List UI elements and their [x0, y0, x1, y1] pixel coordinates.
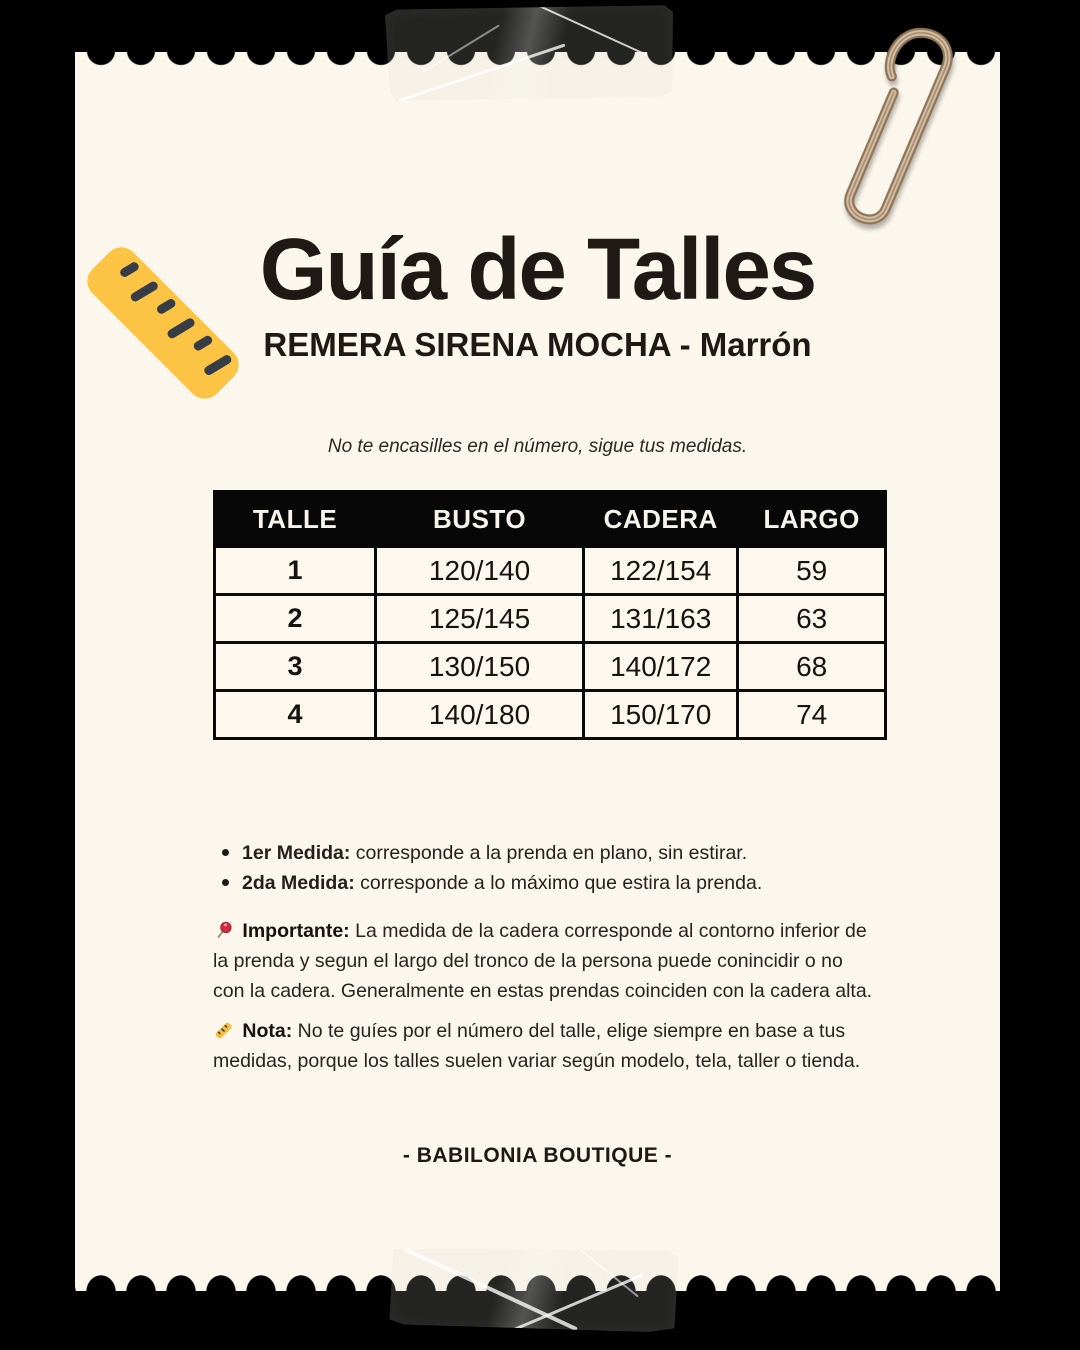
cell-talle: 1: [215, 547, 376, 595]
list-item: [215, 842, 762, 865]
ruler-icon: [213, 1020, 234, 1041]
cell-cadera: 150/170: [584, 691, 738, 739]
brand-footer: - BABILONIA BOUTIQUE -: [402, 1144, 673, 1167]
nota-note: [213, 1016, 889, 1076]
col-header-talle: TALLE: [215, 492, 376, 547]
bullet-label: 2da Medida:: [242, 872, 355, 894]
bullet-dot: [222, 849, 229, 856]
nota-label: Nota:: [242, 1020, 293, 1042]
cell-busto: 120/140: [376, 547, 584, 595]
importante-text: La medida de la cadera corresponde al contorno inferior de la prenda y segun el largo del tronco de la persona puede conincidir o no con la cadera. Generalmente en estas prendas coinciden con la cadera alta.: [213, 920, 873, 1002]
table-header-row: [215, 492, 886, 547]
cell-largo: 74: [738, 691, 886, 739]
pushpin-icon: [213, 920, 234, 941]
tape-top: [385, 2, 675, 104]
cell-cadera: 122/154: [584, 547, 738, 595]
cell-cadera: 140/172: [584, 643, 738, 691]
cell-busto: 130/150: [376, 643, 584, 691]
bullet-label: 1er Medida:: [242, 842, 351, 864]
table-row: [215, 595, 886, 643]
measure-notes-list: [215, 842, 762, 902]
tape-bottom: [389, 1245, 678, 1332]
cell-busto: 140/180: [376, 691, 584, 739]
bullet-dot: [222, 879, 229, 886]
list-item: [215, 872, 762, 895]
bullet-text: corresponde a la prenda en plano, sin estirar.: [355, 842, 748, 864]
product-subtitle: REMERA SIRENA MOCHA - Marrón: [263, 326, 812, 363]
table-row: [215, 691, 886, 739]
cell-largo: 68: [738, 643, 886, 691]
page-title: Guía de Talles: [259, 221, 816, 318]
col-header-largo: LARGO: [738, 492, 886, 547]
importante-note: [213, 916, 873, 1006]
cell-talle: 2: [215, 595, 376, 643]
table-row: [215, 547, 886, 595]
nota-text: No te guíes por el número del talle, elige siempre en base a tus medidas, porque los talles suelen variar según modelo, tela, taller o tienda.: [213, 1020, 861, 1072]
col-header-busto: BUSTO: [376, 492, 584, 547]
cell-cadera: 131/163: [584, 595, 738, 643]
tagline-text: No te encasilles en el número, sigue tus medidas.: [327, 436, 748, 457]
cell-talle: 4: [215, 691, 376, 739]
cell-largo: 59: [738, 547, 886, 595]
size-table: [213, 490, 887, 740]
bullet-text: corresponde a lo máximo que estira la prenda.: [360, 872, 763, 894]
col-header-cadera: CADERA: [584, 492, 738, 547]
cell-talle: 3: [215, 643, 376, 691]
importante-label: Importante:: [242, 920, 350, 942]
cell-largo: 63: [738, 595, 886, 643]
cell-busto: 125/145: [376, 595, 584, 643]
table-row: [215, 643, 886, 691]
